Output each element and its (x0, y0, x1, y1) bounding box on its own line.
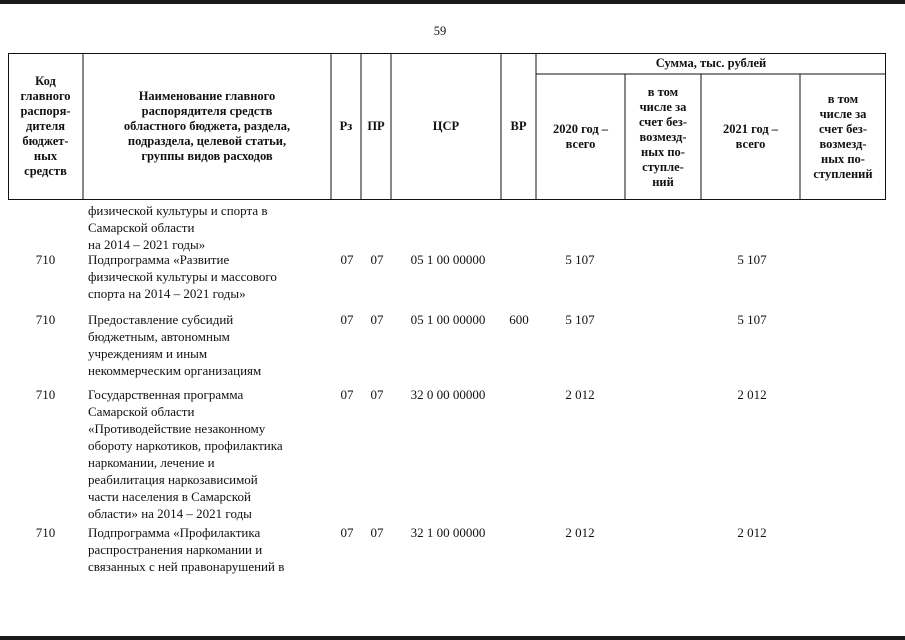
row-sum-2020: 2 012 (565, 525, 595, 540)
header-pr: ПР (367, 119, 385, 133)
top-scan-border (0, 0, 905, 4)
row-code: 710 (35, 387, 56, 402)
row-name: Подпрограмма «Развитие физической культуры и массового спорта на 2014 – 2021 годы» (88, 252, 277, 301)
row-pr: 07 (370, 252, 384, 267)
bottom-scan-border (0, 636, 905, 640)
row-sum-2020: 2 012 (565, 387, 595, 402)
header-vr: ВР (510, 119, 527, 133)
row-sum-2021: 5 107 (737, 252, 767, 267)
row-pr: 07 (370, 525, 384, 540)
row-code: 710 (35, 252, 56, 267)
row-csr: 05 1 00 00000 (410, 252, 486, 267)
row-name: Предоставление субсидий бюджетным, автономным учреждениям и иным некоммерческим организациям (88, 312, 262, 378)
row-csr: 32 1 00 00000 (410, 525, 486, 540)
header-2020-including-grants: в том числе за счет без- возмезд- ных по- ступле- ний (639, 84, 687, 189)
table-header (8, 53, 886, 200)
row-rz: 07 (340, 312, 354, 327)
row-rz: 07 (340, 525, 354, 540)
row-code: 710 (35, 525, 56, 540)
header-rz: Рз (339, 119, 353, 133)
page-number: 59 (433, 24, 447, 38)
header-code: Код главного распоря- дителя бюджет- ных средств (20, 74, 71, 178)
row-vr: 600 (509, 312, 529, 327)
row-name: Подпрограмма «Профилактика распространения наркомании и связанных с ней правонарушений в (88, 525, 285, 574)
row-name: Государственная программа Самарской области «Противодействие незаконному обороту наркотиков, профилактика наркомании, лечение и реабилитация наркозависимой части населения в Самарской области» на 2014 – 2021 годы (88, 387, 283, 521)
header-2021-including-grants: в том числе за счет без- возмезд- ных по- ступлений (813, 92, 873, 181)
header-csr: ЦСР (432, 119, 460, 133)
row-pr: 07 (370, 312, 384, 327)
row-sum-2020: 5 107 (565, 252, 595, 267)
row-code: 710 (35, 312, 56, 327)
header-name: Наименование главного распорядителя средств областного бюджета, раздела, подраздела, целевой статьи, группы видов расходов (123, 89, 291, 163)
row-rz: 07 (340, 252, 354, 267)
row-sum-2020: 5 107 (565, 312, 595, 327)
header-2020-total: 2020 год – всего (552, 122, 609, 151)
row-sum-2021: 5 107 (737, 312, 767, 327)
row-sum-2021: 2 012 (737, 387, 767, 402)
header-2021-total: 2021 год – всего (722, 122, 779, 151)
row-pr: 07 (370, 387, 384, 402)
row-name: физической культуры и спорта в Самарской области на 2014 – 2021 годы» (88, 203, 268, 252)
row-csr: 05 1 00 00000 (410, 312, 486, 327)
row-rz: 07 (340, 387, 354, 402)
row-csr: 32 0 00 00000 (410, 387, 486, 402)
row-sum-2021: 2 012 (737, 525, 767, 540)
header-sum: Сумма, тыс. рублей (655, 56, 767, 70)
